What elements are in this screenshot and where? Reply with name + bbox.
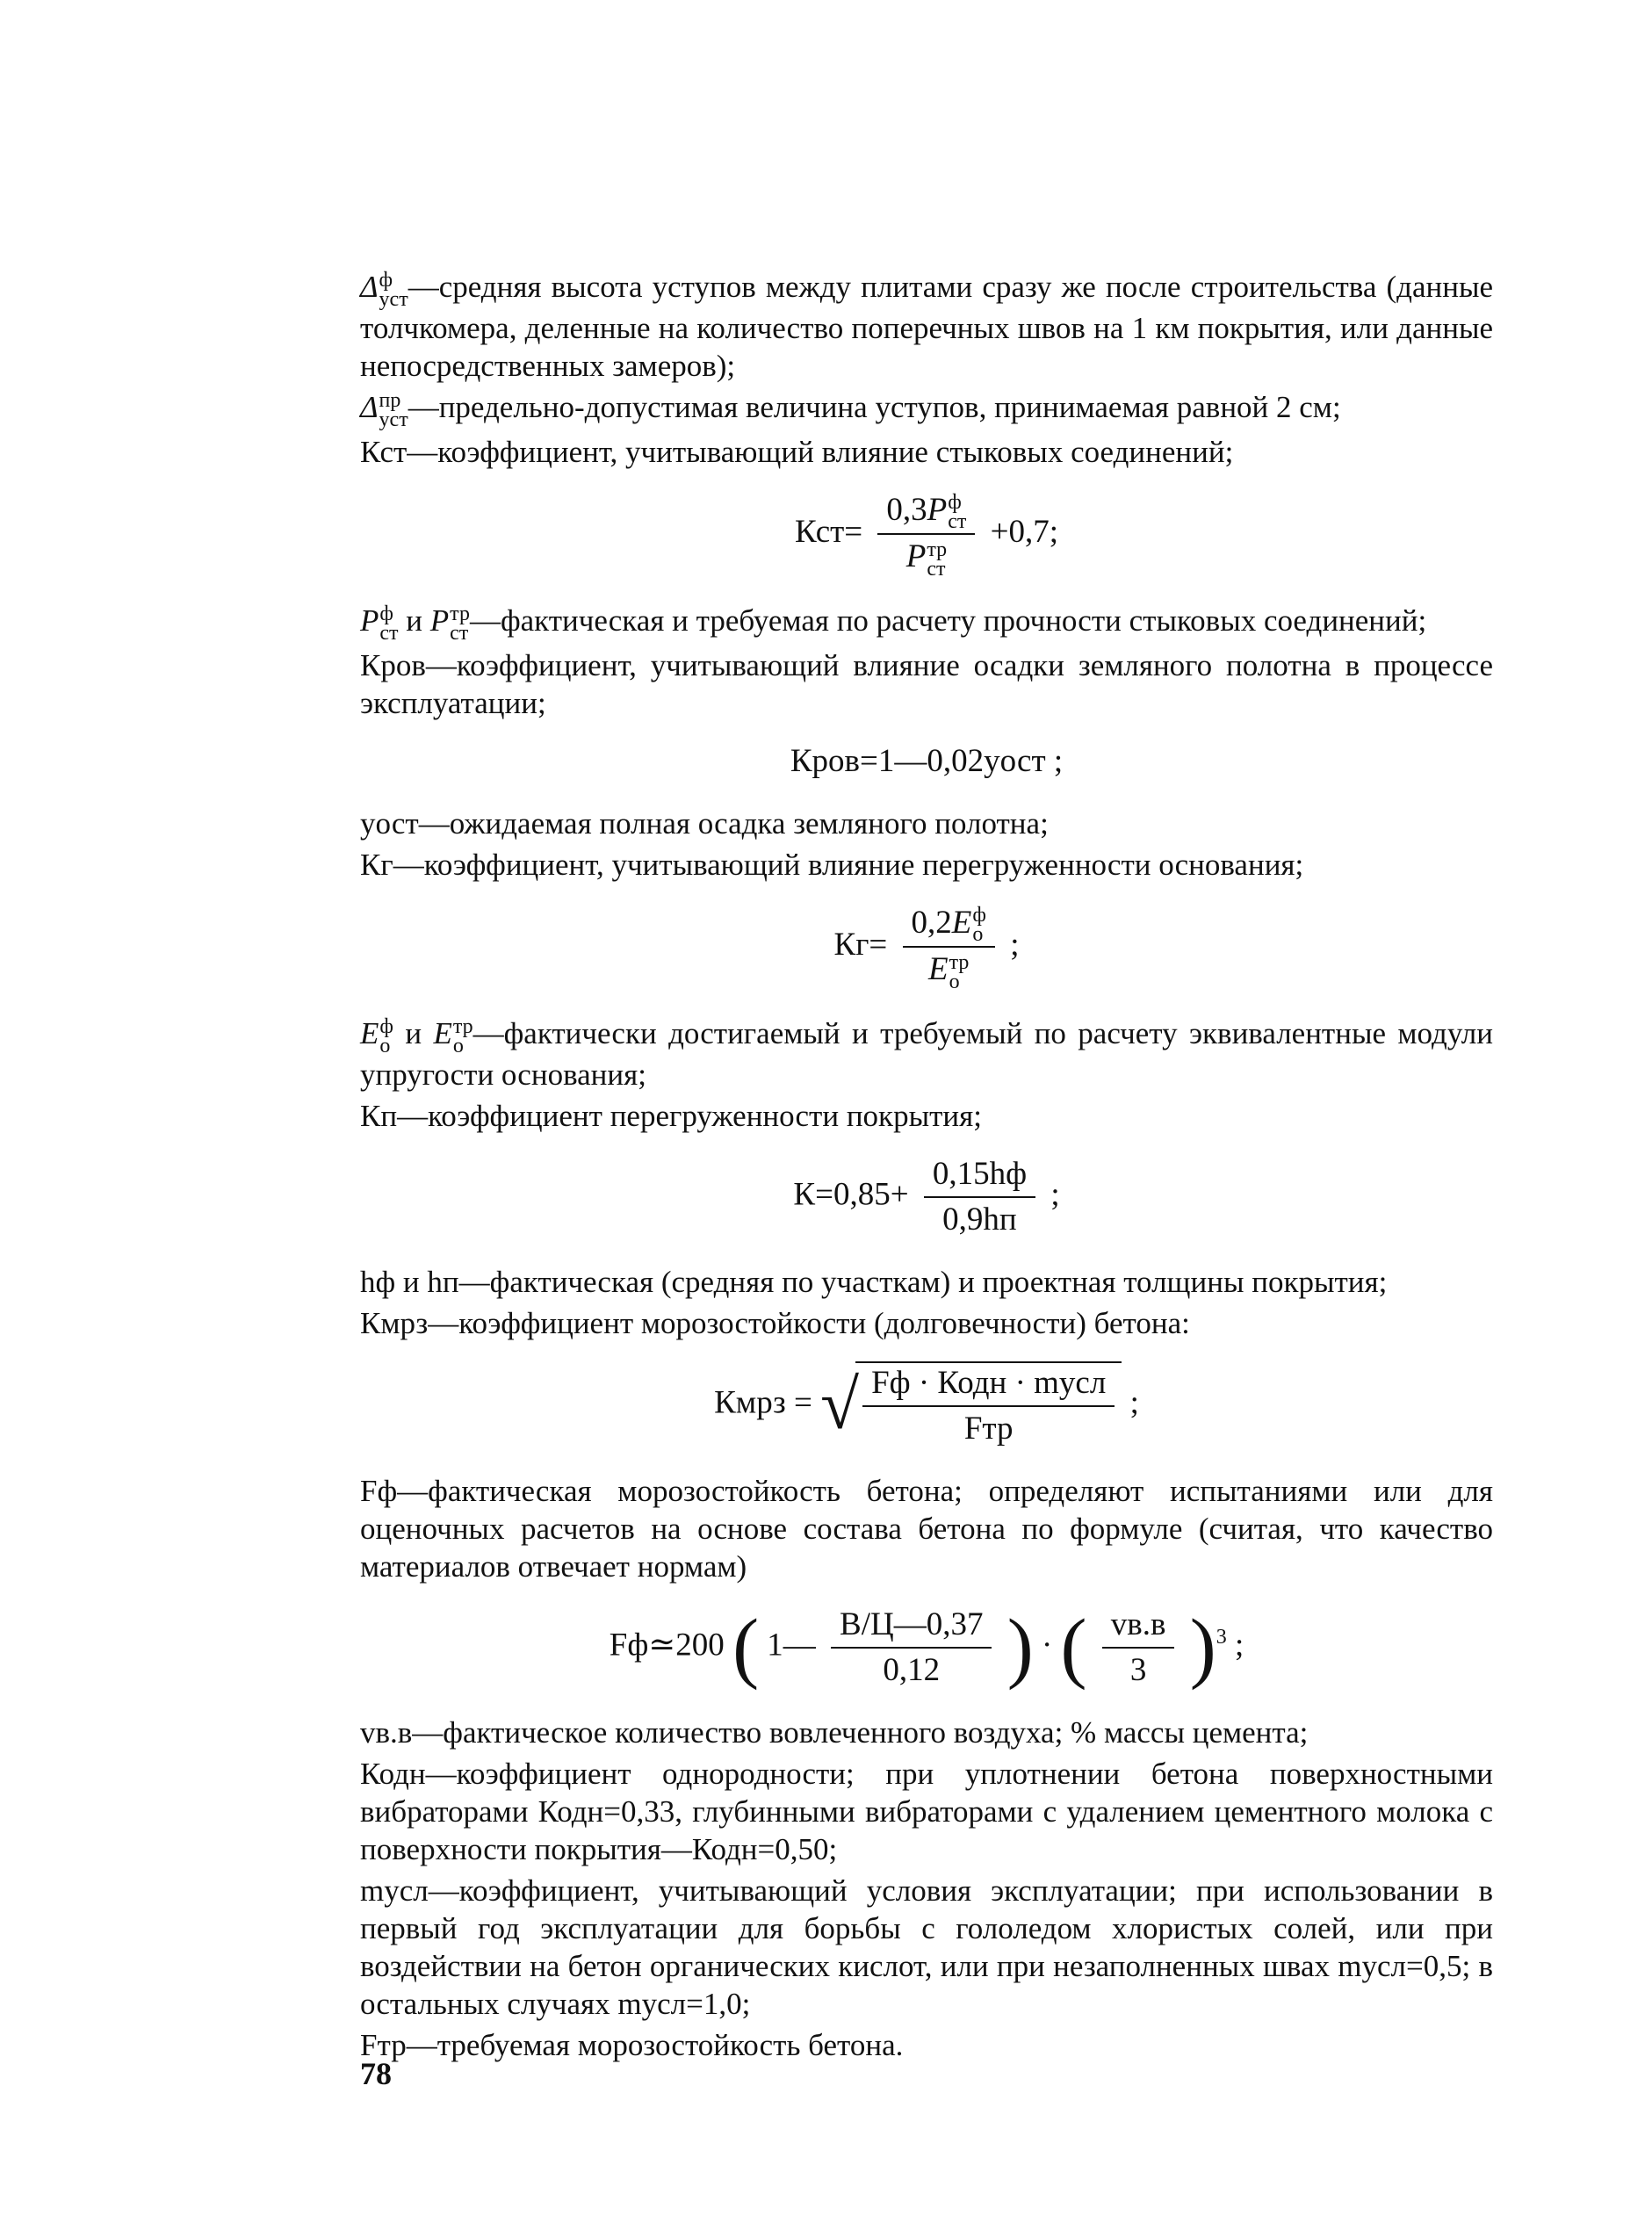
formula-tail: +0,7;	[990, 513, 1059, 550]
formula-krov: Кров=1—0,02yост ;	[790, 742, 1064, 779]
definition-musl: mусл—коэффициент, учитывающий условия эксплуатации; при использовании в первый год эксплуатации для борьбы с гололедом хлористых солей, или при воздействии на бетон органических кислот, или при незаполненных швах mусл=0,5; в остальных случаях mусл=1,0;	[360, 1873, 1493, 2021]
formula-lhs: К=0,85+	[793, 1176, 909, 1213]
formula-tail: ;	[1234, 1627, 1244, 1663]
fraction	[903, 903, 995, 992]
sqrt-body	[855, 1361, 1122, 1449]
document-body	[360, 268, 1493, 2068]
fraction-numerator: 0,3P ф ст	[877, 490, 975, 536]
definition-ff: Fф—фактическая морозостойкость бетона; определяют испытаниями или для оценочных расчетов на основе состава бетона по формуле (считая, что качество материалов отвечает нормам)	[360, 1473, 1493, 1584]
fraction	[877, 490, 975, 579]
definition-pst: P ф ст и P тр ст —фактическая и требуемая по расчету прочности стыковых соединений;	[360, 602, 1427, 645]
paren-close: )	[1189, 1603, 1216, 1691]
definition-krov: Кров—коэффициент, учитывающий влияние осадки земляного полотна в процессе эксплуатации;	[360, 647, 1493, 720]
definition-kodn: Кодн—коэффициент однородности; при уплотнении бетона поверхностными вибраторами Кодн=0,33, глубинными вибраторами с удалением цементного молока с поверхности покрытия—Кодн=0,50;	[360, 1756, 1493, 1866]
formula-k	[360, 1154, 1493, 1240]
page-number: 78	[360, 2056, 392, 2091]
formula-lhs: Fф≃200	[609, 1627, 725, 1663]
definition-yost: yост—ожидаемая полная осадка земляного полотна;	[360, 805, 1049, 841]
formula-tail: ;	[1050, 1176, 1060, 1213]
definition-ftr: Fтр—требуемая морозостойкость бетона.	[360, 2027, 904, 2062]
definition-text: —предельно-допустимая величина уступов, принимаемая равной 2 см;	[408, 389, 1341, 424]
fraction-numerator: vв.в	[1102, 1605, 1175, 1649]
fraction	[924, 1154, 1035, 1240]
definition-eo: E ф о и E тр о —фактически достигаемый и требуемый по расчету эквивалентные модули упругости основания;	[360, 1014, 1493, 1092]
definition-delta-limit	[360, 388, 1493, 429]
delta-symbol: Δ	[360, 270, 379, 304]
delta-sup: ф	[379, 268, 393, 292]
formula-kst	[360, 490, 1493, 579]
definition-h: hф и hп—фактическая (средняя по участкам) и проектная толщины покрытия;	[360, 1264, 1388, 1299]
exponent: 3	[1216, 1626, 1227, 1649]
definition-kp: Кп—коэффициент перегруженности покрытия;	[360, 1098, 982, 1133]
sqrt-sign: √	[820, 1366, 860, 1444]
paren-open: (	[732, 1603, 760, 1691]
fraction-numerator: 0,2E ф о	[903, 903, 995, 949]
fraction	[862, 1363, 1115, 1449]
paren-close: )	[1006, 1603, 1034, 1691]
delta-sup: пр	[379, 388, 401, 412]
fraction-denominator: 3	[1129, 1651, 1147, 1688]
fraction-denominator: 0,12	[883, 1651, 941, 1688]
definition-vvv: vв.в—фактическое количество вовлеченного воздуха; % массы цемента;	[360, 1714, 1309, 1750]
fraction-numerator: В/Ц—0,37	[831, 1605, 992, 1649]
definition-text: —средняя высота уступов между плитами сразу же после строительства (данные толчкомера, деленные на количество поперечных швов на 1 км покрытия, или данные непосредственных замеров);	[360, 270, 1493, 383]
formula-lhs: Кмрз =	[714, 1384, 812, 1421]
delta-sub: уст	[379, 408, 408, 431]
fraction-denominator: E тр о	[928, 950, 970, 993]
definition-delta-fact	[360, 268, 1493, 385]
fraction-numerator: 0,15hф	[924, 1154, 1035, 1198]
fraction-denominator: Fтр	[963, 1410, 1014, 1447]
fraction-numerator: Fф · Кодн · mусл	[862, 1363, 1115, 1407]
fraction	[1102, 1605, 1175, 1691]
formula-tail: ;	[1010, 926, 1020, 963]
fraction-denominator: P тр ст	[905, 538, 948, 581]
formula-kmrz	[360, 1361, 1493, 1449]
definition-kg: Кг—коэффициент, учитывающий влияние перегруженности основания;	[360, 847, 1304, 882]
fraction	[831, 1605, 992, 1691]
fraction-denominator: 0,9hп	[942, 1201, 1017, 1238]
formula-tail: ;	[1129, 1384, 1139, 1421]
paren-open: (	[1060, 1603, 1087, 1691]
formula-lhs: Кг=	[833, 926, 888, 963]
definition-kmrz: Кмрз—коэффициент морозостойкости (долговечности) бетона:	[360, 1305, 1190, 1340]
delta-symbol: Δ	[360, 389, 379, 424]
formula-ff: Fф≃200 ( 1— $\frac{В/Ц—0,37}{0,12}$ ) · ( $\frac{vв.в}{3}$ )$^3$ ;	[609, 1603, 1244, 1691]
formula-lhs: Кст=	[794, 513, 863, 550]
definition-kst: Кст—коэффициент, учитывающий влияние стыковых соединений;	[360, 434, 1234, 469]
formula-kg	[360, 903, 1493, 992]
delta-sub: уст	[379, 287, 408, 311]
